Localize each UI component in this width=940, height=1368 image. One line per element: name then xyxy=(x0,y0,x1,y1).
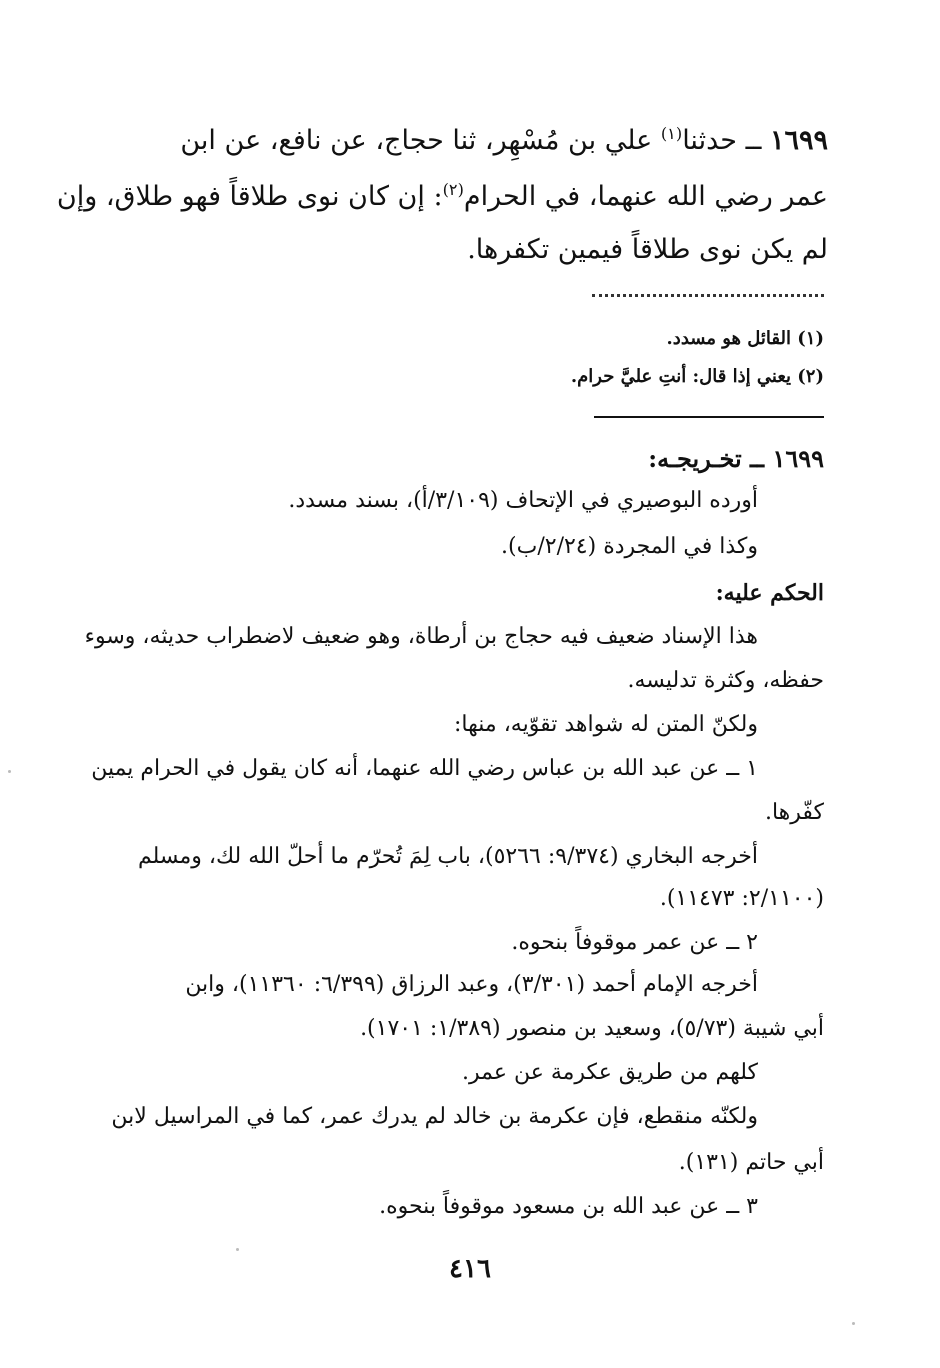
hukm-line-2: حفظه، وكثرة تدليسه. xyxy=(627,668,824,693)
shahid-3-line-1: ٣ ــ عن عبد الله بن مسعود موقوفاً بنحوه. xyxy=(379,1194,758,1219)
scan-speck xyxy=(236,1248,239,1251)
hukm-line-3: ولكنّ المتن له شواهد تقوّيه، منها: xyxy=(454,712,758,737)
shahid-2-line-3: أبي شيبة (٥/٧٣)، وسعيد بن منصور (١/٣٨٩: ١٧٠١). xyxy=(360,1016,824,1041)
hadith-line-1 xyxy=(180,124,828,156)
hadith-line-2-post: : إن كان نوى طلاقاً فهو طلاق، وإن xyxy=(56,181,443,212)
shahid-2-line-5: ولكنّه منقطع، فإن عكرمة بن خالد لم يدرك عمر، كما في المراسيل لابن xyxy=(111,1104,758,1129)
hadith-line-3: لم يكن نوى طلاقاً فيمين تكفرها. xyxy=(467,234,828,265)
hadith-line-2 xyxy=(57,180,828,212)
takhrij-line-2: وكذا في المجردة (٢/٢٤/ب). xyxy=(501,534,758,559)
section-divider xyxy=(594,416,824,418)
takhrij-line-1: أورده البوصيري في الإتحاف (٣/١٠٩/أ)، بسند مسدد. xyxy=(288,488,758,513)
footnote-ref-1: (١) xyxy=(660,124,683,143)
shahid-2-line-6: أبي حاتم (١٣١). xyxy=(678,1150,824,1175)
takhrij-number: ١٦٩٩ xyxy=(772,444,824,473)
hukm-line-1: هذا الإسناد ضعيف فيه حجاج بن أرطاة، وهو ضعيف لاضطراب حديثه، وسوء xyxy=(84,624,758,649)
hadith-line-1-post: علي بن مُسْهِر، ثنا حجاج، عن نافع، عن ابن xyxy=(180,125,661,156)
footnote-separator-dots xyxy=(592,294,824,305)
shahid-2-line-1: ٢ ــ عن عمر موقوفاً بنحوه. xyxy=(511,930,758,955)
hadith-number: ١٦٩٩ xyxy=(769,125,828,156)
scan-speck xyxy=(852,1322,855,1325)
shahid-2-line-2: أخرجه الإمام أحمد (٣/٣٠١)، وعبد الرزاق (٦/٣٩٩: ١١٣٦٠)، وابن xyxy=(185,972,758,997)
shahid-1-line-2: كفّرها. xyxy=(764,800,824,825)
hadith-line-2-pre: عمر رضي الله عنهما، في الحرام xyxy=(463,181,828,212)
footnote-ref-2: (٢) xyxy=(442,180,464,199)
scan-speck xyxy=(8,770,11,773)
footnote-2: (٢) يعني إذا قال: أنتِ عليَّ حرام. xyxy=(570,366,824,387)
hukm-heading: الحكم عليه: xyxy=(715,580,824,606)
hadith-dash: ــ xyxy=(745,125,762,156)
hadith-line-1-pre: حدثنا xyxy=(682,125,737,156)
takhrij-heading xyxy=(648,444,824,473)
takhrij-dash: ــ xyxy=(750,444,765,473)
takhrij-title: تخـريجـه: xyxy=(648,444,742,473)
page-number: ٤١٦ xyxy=(449,1254,491,1284)
shahid-1-line-1: ١ ــ عن عبد الله بن عباس رضي الله عنهما، أنه كان يقول في الحرام يمين xyxy=(91,756,758,781)
footnote-1: (١) القائل هو مسدد. xyxy=(666,328,824,349)
shahid-2-line-4: كلهم من طريق عكرمة عن عمر. xyxy=(461,1060,758,1085)
shahid-1-line-4: (٢/١١٠٠: ١١٤٧٣). xyxy=(659,886,824,911)
shahid-1-line-3: أخرجه البخاري (٩/٣٧٤: ٥٢٦٦)، باب لِمَ تُحرّم ما أحلّ الله لك، ومسلم xyxy=(137,844,758,869)
